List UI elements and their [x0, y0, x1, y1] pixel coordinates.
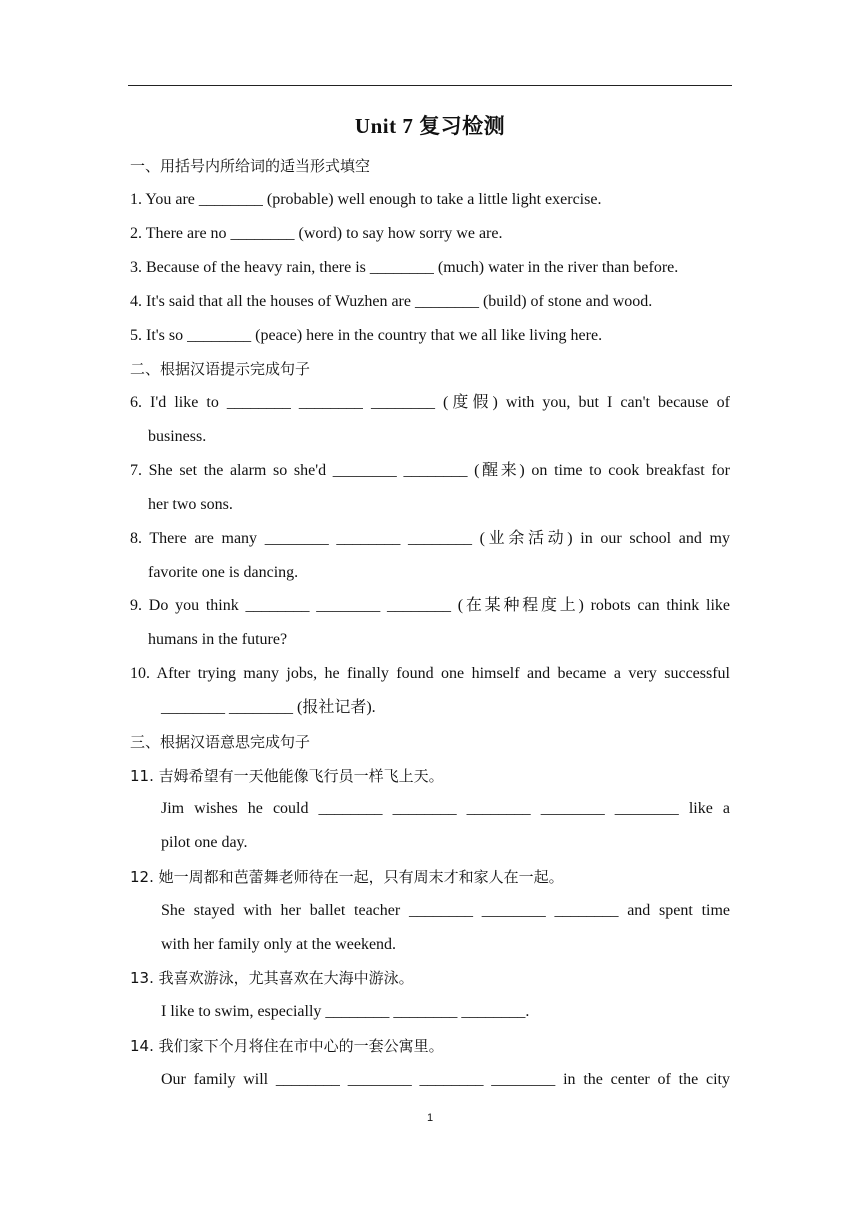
page-title: Unit 7 复习检测	[354, 114, 506, 138]
question-14-chinese: 14. 我们家下个月将住在市中心的一套公寓里。	[130, 1037, 444, 1055]
question-1: 1. You are ________ (probable) well enough to take a little light exercise.	[130, 191, 602, 208]
question-2: 2. There are no ________ (word) to say how sorry we are.	[130, 225, 503, 242]
question-11-chinese: 11. 吉姆希望有一天他能像飞行员一样飞上天。	[130, 767, 444, 785]
question-9-line-1: 9. Do you think ________ ________ ________ (在某种程度上) robots can think like	[130, 597, 730, 614]
question-8-line-1: 8. There are many ________ ________ ________ (业余活动) in our school and my	[130, 530, 730, 547]
question-11-line-2: pilot one day.	[161, 834, 248, 851]
section-heading-1: 一、用括号内所给词的适当形式填空	[130, 157, 371, 175]
question-6-line-1: 6. I'd like to ________ ________ ________ (度假) with you, but I can't because of	[130, 394, 730, 411]
question-10-line-2: ________ ________ (报社记者).	[161, 699, 376, 716]
question-7-line-2: her two sons.	[148, 496, 233, 513]
question-7-line-1: 7. She set the alarm so she'd ________ ________ (醒来) on time to cook breakfast for	[130, 462, 730, 479]
section-heading-2: 二、根据汉语提示完成句子	[130, 360, 311, 378]
question-4: 4. It's said that all the houses of Wuzhen are ________ (build) of stone and wood.	[130, 293, 653, 310]
question-12-line-1: She stayed with her ballet teacher ________ ________ ________ and spent time	[161, 902, 730, 919]
question-5: 5. It's so ________ (peace) here in the country that we all like living here.	[130, 327, 603, 344]
question-12-chinese: 12. 她一周都和芭蕾舞老师待在一起，只有周末才和家人在一起。	[130, 868, 564, 886]
section-heading-3: 三、根据汉语意思完成句子	[130, 733, 311, 751]
question-12-line-2: with her family only at the weekend.	[161, 936, 397, 953]
question-13-line-1: I like to swim, especially ________ ________ ________.	[161, 1003, 530, 1020]
question-9-line-2: humans in the future?	[148, 631, 288, 648]
page-number: 1	[426, 1112, 434, 1124]
question-3: 3. Because of the heavy rain, there is ________ (much) water in the river than before.	[130, 259, 679, 276]
question-13-chinese: 13. 我喜欢游泳，尤其喜欢在大海中游泳。	[130, 969, 414, 987]
question-8-line-2: favorite one is dancing.	[148, 564, 299, 581]
question-14-line-1: Our family will ________ ________ ________ ________ in the center of the city	[161, 1071, 730, 1088]
header-rule	[128, 85, 732, 86]
question-10-line-1: 10. After trying many jobs, he finally found one himself and became a very successful	[130, 665, 730, 682]
question-11-line-1: Jim wishes he could ________ ________ ________ ________ ________ like a	[161, 800, 730, 817]
question-6-line-2: business.	[148, 428, 207, 445]
